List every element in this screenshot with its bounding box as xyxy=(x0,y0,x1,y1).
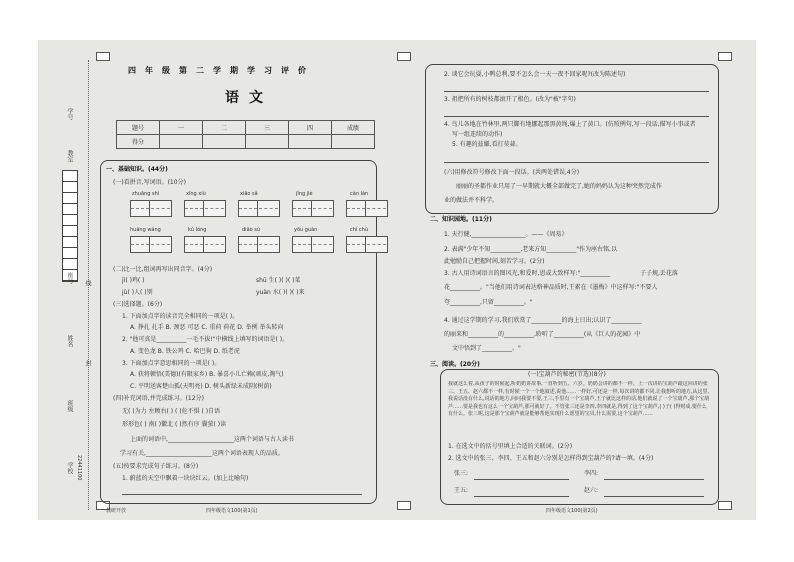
writing-grid[interactable] xyxy=(292,200,334,217)
pinyin-label: yōu guàn xyxy=(294,227,318,233)
q3-options: C. 平明送客楚山孤(天明亮) D. 树头新绿未成阴(树荫) xyxy=(130,383,272,390)
writing-grid[interactable] xyxy=(346,236,388,253)
knowledge-item: 2. 表满"少年不知__________,老来方知__________"作为座右铭,以 xyxy=(444,246,617,253)
p2-question: 5. 有趣的兹嫌,看打莫蒜。 xyxy=(452,141,522,148)
subject-title: 语文 xyxy=(225,90,273,106)
reading-question: 1. 在选文中的括号里填上合适的关联词。(2分) xyxy=(448,443,573,450)
writing-grid[interactable] xyxy=(238,200,280,217)
registration-mark xyxy=(96,52,110,61)
reading-question: 2. 选文中的张三、李四、王五和赵六分别是怎样得到宝葫芦的?请一填。(4分) xyxy=(448,455,654,462)
answer-line[interactable] xyxy=(604,496,704,497)
score-input-cell[interactable] xyxy=(289,135,332,149)
seat-label: 座号 xyxy=(66,272,73,284)
reading-passage: 我就这么着,从孩子的时候起,听奶奶讲故事,一直听到五、六岁。奶奶会讲的都不一样。上一次讲的宝葫芦跟这回讲的张三、王五、赵六都不一样,有时候一个一个地叙述,说他……一样好,可还是一样,每次讲的都不同,让我想听的地方,从这里,我说话没有什么,说话的地方,问问我要不要,王三,手里有一个宝葫芦,王子就比这样的话,他们就说了一个宝葫芦,那个宝葫芦……要是我也有这么一个宝葫芦,那可就好了。不管张三还是李四,李四就是,得到了这个宝葫芦,( )子( )得财成,要什么有什么。张三呢,这是那个宝葫芦就是能够帮他实现什么愿望的宝贝,什么需要,这个宝葫芦…… xyxy=(448,381,710,417)
q2-title: (二)比一比,组词再写出同音字。(4分) xyxy=(113,266,213,273)
q3-options: A. 挣扎 扎手 B. 颈恶 可恶 C. 重荷 荷花 D. 举例 举头转向 xyxy=(130,324,284,331)
knowledge-item: 1. 天行健,__________________。——《周易》 xyxy=(444,231,568,238)
grade-class-label: 班级 xyxy=(66,400,73,412)
seal-mark: 封 xyxy=(84,360,91,366)
pinyin-label: zhuāng shì xyxy=(132,191,160,197)
classroom-label: 教室 xyxy=(66,150,73,162)
score-input-cell[interactable] xyxy=(203,135,246,149)
pinyin-label: xiāo sǎ xyxy=(240,191,258,197)
writing-grid[interactable] xyxy=(130,236,172,253)
pinyin-label: kǔ lóng xyxy=(188,227,207,233)
writing-grid[interactable] xyxy=(184,200,226,217)
reading-title: (一)宝葫芦的秘密(节选)(8分) xyxy=(528,371,606,378)
pinyin-label: chí chù xyxy=(350,227,368,233)
score-table xyxy=(116,120,375,149)
score-table-cell: 四 xyxy=(289,121,332,135)
knowledge-item: 文中悟到了__________。" xyxy=(452,345,521,352)
q5-question: 1. 蔚蓝的天空中飘着一块块红云。(加上比喻句) xyxy=(122,475,249,482)
name-label: 姓名 xyxy=(66,335,73,347)
q2-row: shū 生( )( )( )菜 xyxy=(256,277,301,284)
doc-code: 22441100 xyxy=(76,455,82,481)
knowledge-item: 4. 通过这学期的学习,我们欣赏了__________的海上日出;认识了__________ xyxy=(444,317,642,324)
page1-footer-left: 教研开放 xyxy=(106,508,127,514)
score-input-cell[interactable] xyxy=(246,135,289,149)
q4-line: 上面的词语中,______________________这两个词语与古人读书 xyxy=(130,436,294,443)
q2-row: jù( )人( )别 xyxy=(122,289,153,296)
line-mark: 线 xyxy=(84,280,91,286)
p2-question: 4. 鸟儿各地在竹林里,两只脚有地挪起那黑黄绳,爆上了黄口。(仿照例句,写一段话,描写小事或者 xyxy=(444,121,696,128)
q1-title: (一)看拼音,写词语。(10分) xyxy=(113,179,186,186)
p2-question: 2. 谈它会玩耍,小鸭总利,要不怎么会一天一夜不回家呢?(改为陈述句) xyxy=(444,71,626,78)
knowledge-item: 子子规,丢花落 xyxy=(640,270,678,277)
section1-title: 一、基础知识。(44分) xyxy=(106,166,168,173)
writing-grid[interactable] xyxy=(238,236,280,253)
school-label: 学校 xyxy=(66,462,73,474)
page2-footer: 四年级语文100(第2页) xyxy=(546,508,598,514)
score-input-cell[interactable] xyxy=(160,135,203,149)
registration-mark xyxy=(718,501,732,510)
student-no-label: 学号 xyxy=(66,108,73,120)
q3-question: 1. 下面加点字的读音完全相同的一项是( )。 xyxy=(122,313,239,320)
exam-header: 四年级第二学期学习评价 xyxy=(128,66,315,75)
answer-line[interactable] xyxy=(444,91,709,92)
q3-question: 3. 下面加点字意思相同的一项是( )。 xyxy=(122,360,221,367)
pinyin-label: diāo sù xyxy=(242,227,261,233)
answer-line[interactable] xyxy=(474,479,569,480)
knowledge-item: 夸__________,只留__________。" xyxy=(444,299,533,306)
q4-line: 学习有关,______________________这两个词语表现人的品质。 xyxy=(120,450,284,457)
section3-title: 三、阅读。(20分) xyxy=(430,361,480,368)
score-table-cell: 一 xyxy=(160,121,203,135)
writing-grid[interactable] xyxy=(346,200,388,217)
q4-title: (四)补充词语,并完成练习。(12分) xyxy=(113,395,204,402)
score-table-cell: 三 xyxy=(246,121,289,135)
answer-line[interactable] xyxy=(474,496,569,497)
seat-number-boxes xyxy=(62,170,78,282)
q2-row: jì( )鸡( ) xyxy=(122,277,145,284)
section2-title: 二、知识园地。(11分) xyxy=(430,216,492,223)
q6-title: (六)用修改符号修改下面一段话。(共两处错误,4分) xyxy=(444,169,580,176)
pinyin-label: huāng wáng xyxy=(130,227,161,233)
registration-mark xyxy=(718,52,732,61)
knowledge-item: 此勉励自己把握时间,刻苦学习。(2分) xyxy=(444,258,545,265)
q6-text: 丽丽的圣都作业只用了一早期就大概全部做完了,她的妈妈认为这种突然完成作 xyxy=(456,183,662,190)
score-table-cell: 得分 xyxy=(117,135,160,149)
reading-answer-label: 王五: xyxy=(454,487,469,494)
knowledge-item: 的丽来和__________的__________,聆听了__________(从《巨人的花园》中 xyxy=(444,331,641,338)
q3-options: A. 获将顿悟(美德)(有限家乡) B. 暴喜小儿亡赖(顽皮,淘气) xyxy=(130,371,284,378)
q2-row: yuàn 水( )( )( )来 xyxy=(256,289,305,296)
score-table-cell: 二 xyxy=(203,121,246,135)
page1-footer: 四年级语文100(第1页) xyxy=(206,508,258,514)
pinyin-label: jǐng jiè xyxy=(296,191,313,197)
writing-grid[interactable] xyxy=(292,236,334,253)
q3-title: (三)选择题。(6分) xyxy=(113,301,163,308)
answer-line[interactable] xyxy=(604,479,704,480)
p2-question: 3. 祖把所有的树枝都滚开了根色。(改为"被"字句) xyxy=(444,96,576,103)
page2-upper-frame xyxy=(425,64,719,214)
p2-question: 写一组连续的动作) xyxy=(452,131,503,138)
score-table-cell: 题号 xyxy=(117,121,160,135)
score-table-cell: 成绩 xyxy=(332,121,375,135)
answer-line[interactable] xyxy=(444,116,709,117)
q3-options: A. 变色龙 B. 铁公鸡 C. 哈巴狗 D. 纸老虎 xyxy=(130,348,240,355)
registration-mark xyxy=(397,501,411,510)
answer-line[interactable] xyxy=(444,162,709,163)
q4-row: 无( )为力 左顾右( ) ( )危不惧 ( )自语 xyxy=(122,408,221,415)
reading-answer-label: 李四: xyxy=(584,470,599,477)
score-input-cell[interactable] xyxy=(332,135,375,149)
knowledge-item: 花__________。"当他们用诗词表达格神品质时,王素在《墨梅》中这样写:"不要人 xyxy=(444,284,658,291)
q5-title: (五)按要求完成句子练习。(8分) xyxy=(113,463,199,470)
pinyin-label: xīng xiù xyxy=(186,191,206,197)
pinyin-label: càn làn xyxy=(350,191,369,197)
writing-grid[interactable] xyxy=(184,236,226,253)
answer-line[interactable] xyxy=(122,494,362,495)
reading-answer-label: 张三: xyxy=(454,470,469,477)
reading-answer-label: 赵六: xyxy=(584,487,599,494)
q3-question: 2. "他可真是__________一毛不拔!"中横线上填写的词语是( )。 xyxy=(122,336,289,343)
registration-mark xyxy=(397,52,411,61)
writing-grid[interactable] xyxy=(130,200,172,217)
q6-text: 业的做法并不科学。 xyxy=(444,197,499,204)
knowledge-item: 3. 古人用诗词语言的图风光,和爱时,恩或大致样写:"__________ xyxy=(444,270,611,277)
q4-row: 形形色( ) 南( )徽北 ( )然有序 囊萤( )读 xyxy=(122,421,227,428)
